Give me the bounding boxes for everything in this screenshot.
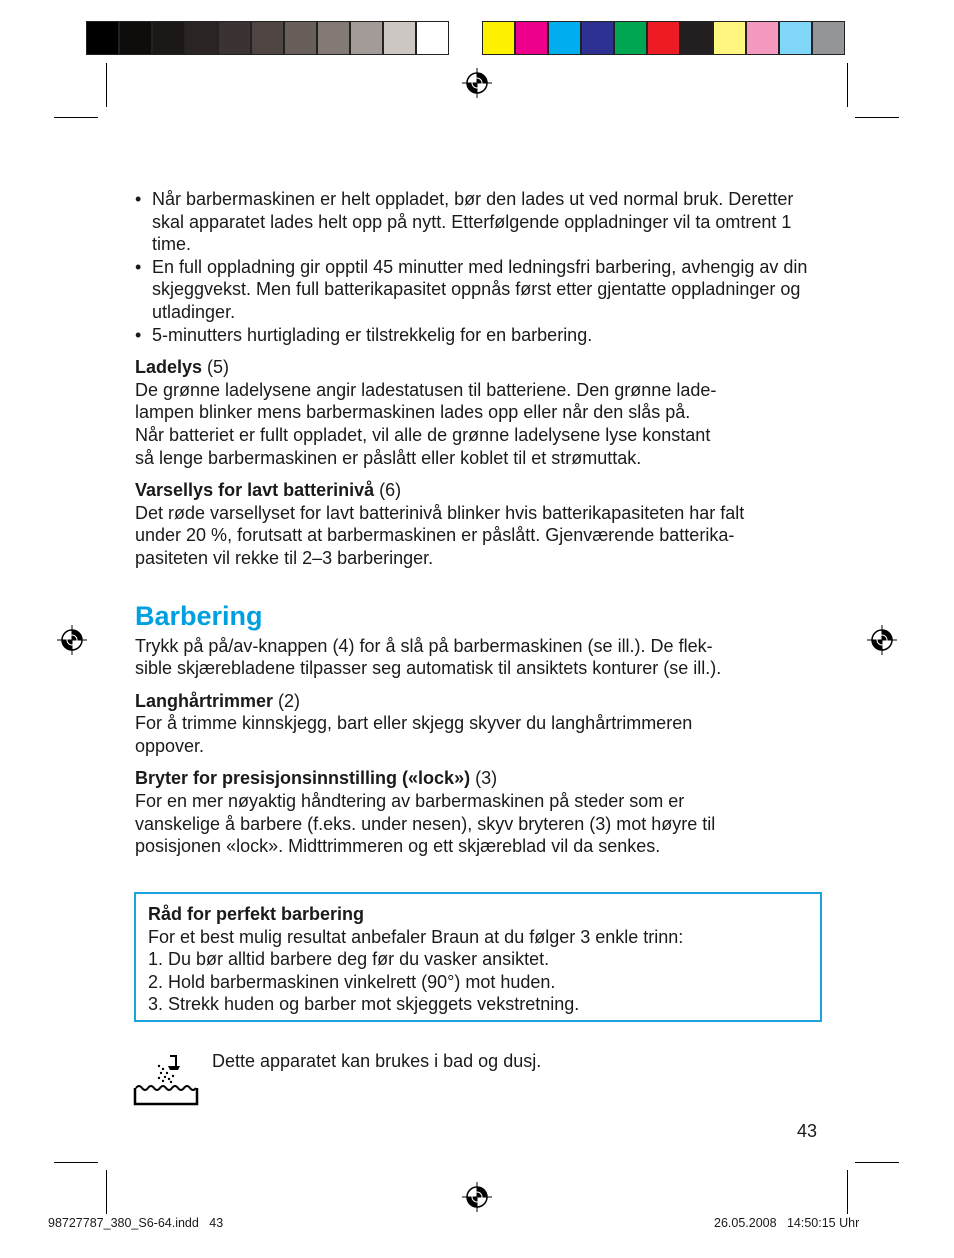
list-item: • En full oppladning gir opptil 45 minutter med ledningsfri barbering, avhengig av din skjeggvekst. Men full batterikapasitet oppnås først etter gjentatte oppladninger og utladinger.: [135, 256, 825, 324]
tip-line: 1. Du bør alltid barbere deg før du vasker ansiktet.: [148, 949, 550, 970]
ladelys-section: [135, 356, 825, 469]
process-color-swatch: [680, 21, 713, 55]
section-title: Ladelys: [135, 357, 203, 378]
footer-file-slug: 98727787_380_S6-64.indd 43: [48, 1216, 224, 1230]
crop-mark-bottom-left-vertical: [106, 1170, 107, 1214]
tip-line: For et best mulig resultat anbefaler Braun at du følger 3 enkle trinn:: [148, 926, 684, 947]
grayscale-swatch: [86, 21, 119, 55]
grayscale-swatch: [185, 21, 218, 55]
process-color-swatch: [548, 21, 581, 55]
main-content: [135, 188, 825, 858]
shower-note: Dette apparatet kan brukes i bad og dusj.: [212, 1051, 542, 1071]
process-color-swatch: [515, 21, 548, 55]
page-number: 43: [797, 1121, 818, 1141]
process-color-swatch: [647, 21, 680, 55]
crop-mark-bottom-left-horizontal: [54, 1162, 98, 1163]
grayscale-swatch: [218, 21, 251, 55]
langhar-section: [135, 690, 825, 758]
list-item: • Når barbermaskinen er helt oppladet, bør den lades ut ved normal bruk. Deretter skal apparatet lades helt opp på nytt. Etterfølgende oppladninger vil ta omtrent 1 time.: [135, 188, 825, 256]
grayscale-swatch: [119, 21, 152, 55]
barbering-intro: [135, 635, 825, 680]
crop-mark-bottom-right-vertical: [847, 1170, 848, 1214]
body-line: under 20 %, forutsatt at barbermaskinen er påslått. Gjenværende batterika-: [135, 525, 735, 546]
registration-mark-icon: [57, 625, 87, 655]
body-line: posisjonen «lock». Midttrimmeren og ett skjæreblad vil da senkes.: [135, 836, 661, 857]
barbering-heading: Barbering: [135, 600, 263, 631]
registration-mark-icon: [462, 68, 492, 98]
body-line: De grønne ladelysene angir ladestatusen til batteriene. Den grønne lade-: [135, 379, 717, 400]
body-line: Trykk på på/av-knappen (4) for å slå på barbermaskinen (se ill.). De flek-: [135, 635, 713, 656]
registration-mark-icon: [867, 625, 897, 655]
body-line: vanskelige å barbere (f.eks. under nesen), skyv bryteren (3) mot høyre til: [135, 813, 716, 834]
process-color-swatch: [581, 21, 614, 55]
process-color-swatch: [614, 21, 647, 55]
body-line: For å trimme kinnskjegg, bart eller skjegg skyver du langhårtrimmeren: [135, 713, 693, 734]
crop-mark-bottom-right-horizontal: [855, 1162, 899, 1163]
grayscale-swatch: [251, 21, 284, 55]
body-line: Når batteriet er fullt oppladet, vil alle de grønne ladelysene lyse konstant: [135, 424, 711, 445]
body-line: så lenge barbermaskinen er påslått eller koblet til et strømuttak.: [135, 447, 642, 468]
list-item: • 5-minutters hurtiglading er tilstrekkelig for en barbering.: [135, 324, 825, 347]
body-line: lampen blinker mens barbermaskinen lades opp eller når den slås på.: [135, 402, 691, 423]
grayscale-swatch: [416, 21, 449, 55]
crop-mark-top-left-vertical: [106, 63, 107, 107]
tip-title: Råd for perfekt barbering: [148, 904, 365, 924]
section-ref: (6): [374, 480, 402, 501]
section-ref: (3): [470, 768, 498, 789]
tip-line: 2. Hold barbermaskinen vinkelrett (90°) mot huden.: [148, 971, 556, 992]
process-color-bar: [482, 21, 845, 57]
grayscale-swatch: [350, 21, 383, 55]
grayscale-color-bar: [86, 21, 449, 57]
body-line: Det røde varsellyset for lavt batterinivå blinker hvis batterikapasiteten har falt: [135, 502, 745, 523]
grayscale-swatch: [152, 21, 185, 55]
varsellys-section: [135, 479, 825, 569]
tip-box: [134, 892, 822, 1022]
body-line: For en mer nøyaktig håndtering av barbermaskinen på steder som er: [135, 791, 685, 812]
registration-mark-icon: [462, 1182, 492, 1212]
grayscale-swatch: [317, 21, 350, 55]
process-color-swatch: [779, 21, 812, 55]
section-ref: (5): [202, 357, 230, 378]
grayscale-swatch: [284, 21, 317, 55]
process-color-swatch: [713, 21, 746, 55]
body-line: pasiteten vil rekke til 2–3 barberinger.: [135, 547, 434, 568]
section-title: Bryter for presisjonsinnstilling («lock»): [135, 768, 471, 789]
section-title: Langhårtrimmer: [135, 690, 274, 711]
bryter-section: [135, 767, 825, 857]
process-color-swatch: [746, 21, 779, 55]
process-color-swatch: [812, 21, 845, 55]
body-line: sible skjærebladene tilpasser seg automatisk til ansiktets konturer (se ill.).: [135, 658, 722, 679]
section-title: Varsellys for lavt batterinivå: [135, 480, 375, 501]
crop-mark-top-left-horizontal: [54, 117, 98, 118]
tip-line: 3. Strekk huden og barber mot skjeggets vekstretning.: [148, 994, 580, 1015]
crop-mark-top-right-horizontal: [855, 117, 899, 118]
section-ref: (2): [273, 690, 301, 711]
process-color-swatch: [482, 21, 515, 55]
charging-bullet-list: [135, 188, 825, 346]
grayscale-swatch: [383, 21, 416, 55]
crop-mark-top-right-vertical: [847, 63, 848, 107]
body-line: oppover.: [135, 735, 205, 756]
shower-bath-icon: [132, 1052, 200, 1108]
footer-timestamp: 26.05.2008 14:50:15 Uhr: [714, 1216, 860, 1230]
